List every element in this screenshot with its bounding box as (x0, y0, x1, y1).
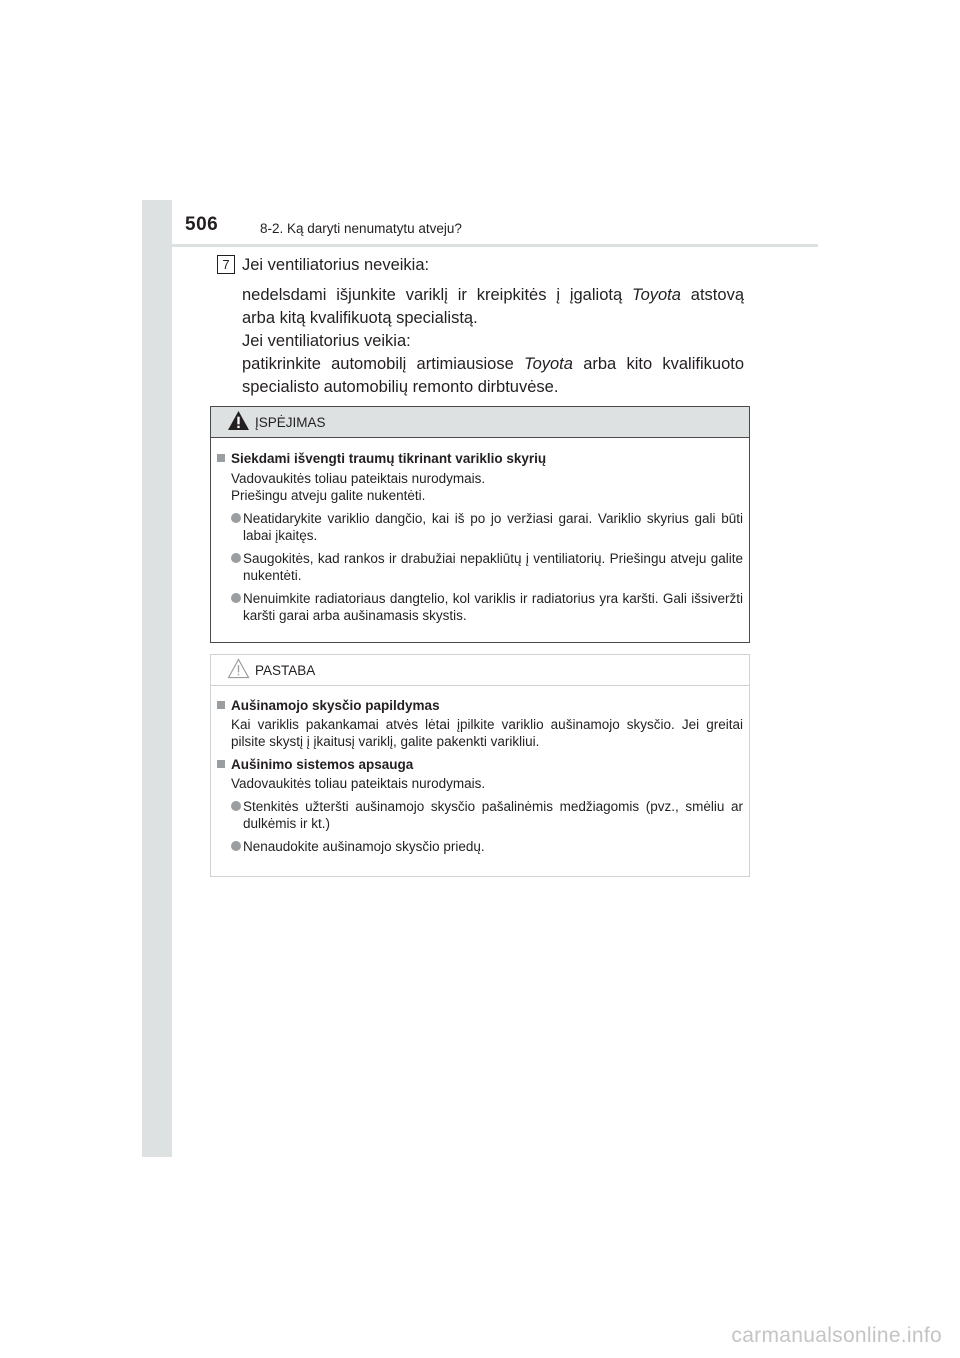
note-coolant-refill-text: Kai variklis pakankamai atvės lėtai įpilkite variklio aušinamojo skysčio. Jei greitai pilsite skystį į įkaitusį variklį, galite pakenkti varikliui. (231, 717, 743, 749)
note-bullet: Nenaudokite aušinamojo skysčio priedų. (216, 838, 743, 855)
round-bullet-icon (231, 593, 241, 603)
note-content (216, 697, 743, 855)
section-title: 8-2. Ką daryti nenumatytu atveju? (260, 221, 462, 236)
square-bullet-icon (217, 760, 225, 768)
header-divider (172, 244, 818, 247)
warning-box (210, 406, 750, 643)
warning-intro-line1: Vadovaukitės toliau pateiktais nurodymais. (231, 471, 486, 486)
paragraph-inspect-vehicle: patikrinkite automobilį artimiausiose Toyota arba kito kvalifikuoto (242, 355, 745, 373)
paragraph-inspect-vehicle-line2: specialisto automobilių remonto dirbtuvėse. (242, 378, 559, 396)
round-bullet-icon (231, 801, 241, 811)
watermark-text: carmanualsonline.info (731, 1324, 942, 1347)
warning-intro-line2: Priešingu atveju galite nukentėti. (231, 488, 426, 503)
note-header (211, 655, 749, 686)
note-bullet: Stenkitės užteršti aušinamojo skysčio pašalinėmis medžiagomis (pvz., smėliu ar dulkėmis ir kt.) (216, 798, 743, 832)
page-number: 506 (185, 214, 219, 235)
side-tab-bar (142, 200, 172, 1157)
warning-label: ĮSPĖJIMAS (255, 415, 326, 430)
warning-header (211, 407, 749, 438)
square-bullet-icon (217, 701, 225, 709)
step-marker: 7 (217, 255, 235, 274)
brand-name: Toyota (524, 355, 573, 373)
warning-heading: Siekdami išvengti traumų tikrinant variklio skyrių (216, 450, 743, 467)
note-label: PASTABA (255, 663, 316, 678)
warning-content (216, 450, 743, 624)
note-cooling-protection-intro: Vadovaukitės toliau pateiktais nurodymais. (231, 776, 486, 791)
paragraph-turn-off-engine: nedelsdami išjunkite variklį ir kreipkitės į įgaliotą Toyota atstovą (242, 286, 744, 304)
caution-triangle-outline-icon (227, 658, 250, 679)
note-heading-cooling-protection: Aušinimo sistemos apsauga (216, 756, 743, 773)
note-heading-coolant-refill: Aušinamojo skysčio papildymas (216, 697, 743, 714)
warning-triangle-icon (227, 410, 250, 431)
square-bullet-icon (217, 454, 225, 462)
paragraph-fan-not-working: Jei ventiliatorius neveikia: (242, 256, 430, 274)
note-box (210, 654, 750, 877)
paragraph-turn-off-engine-line2: arba kitą kvalifikuotą specialistą. (242, 309, 478, 327)
round-bullet-icon (231, 841, 241, 851)
paragraph-fan-working: Jei ventiliatorius veikia: (242, 332, 411, 350)
brand-name: Toyota (632, 286, 681, 304)
round-bullet-icon (231, 513, 241, 523)
warning-bullet: Nenuimkite radiatoriaus dangtelio, kol variklis ir radiatorius yra karšti. Gali išsiveržti karšti garai arba aušinamasis skystis. (216, 590, 743, 624)
warning-bullet: Neatidarykite variklio dangčio, kai iš po jo veržiasi garai. Variklio skyrius gali būti labai įkaitęs. (216, 510, 743, 544)
warning-bullet: Saugokitės, kad rankos ir drabužiai nepakliūtų į ventiliatorių. Priešingu atveju galite nukentėti. (216, 550, 743, 584)
round-bullet-icon (231, 553, 241, 563)
